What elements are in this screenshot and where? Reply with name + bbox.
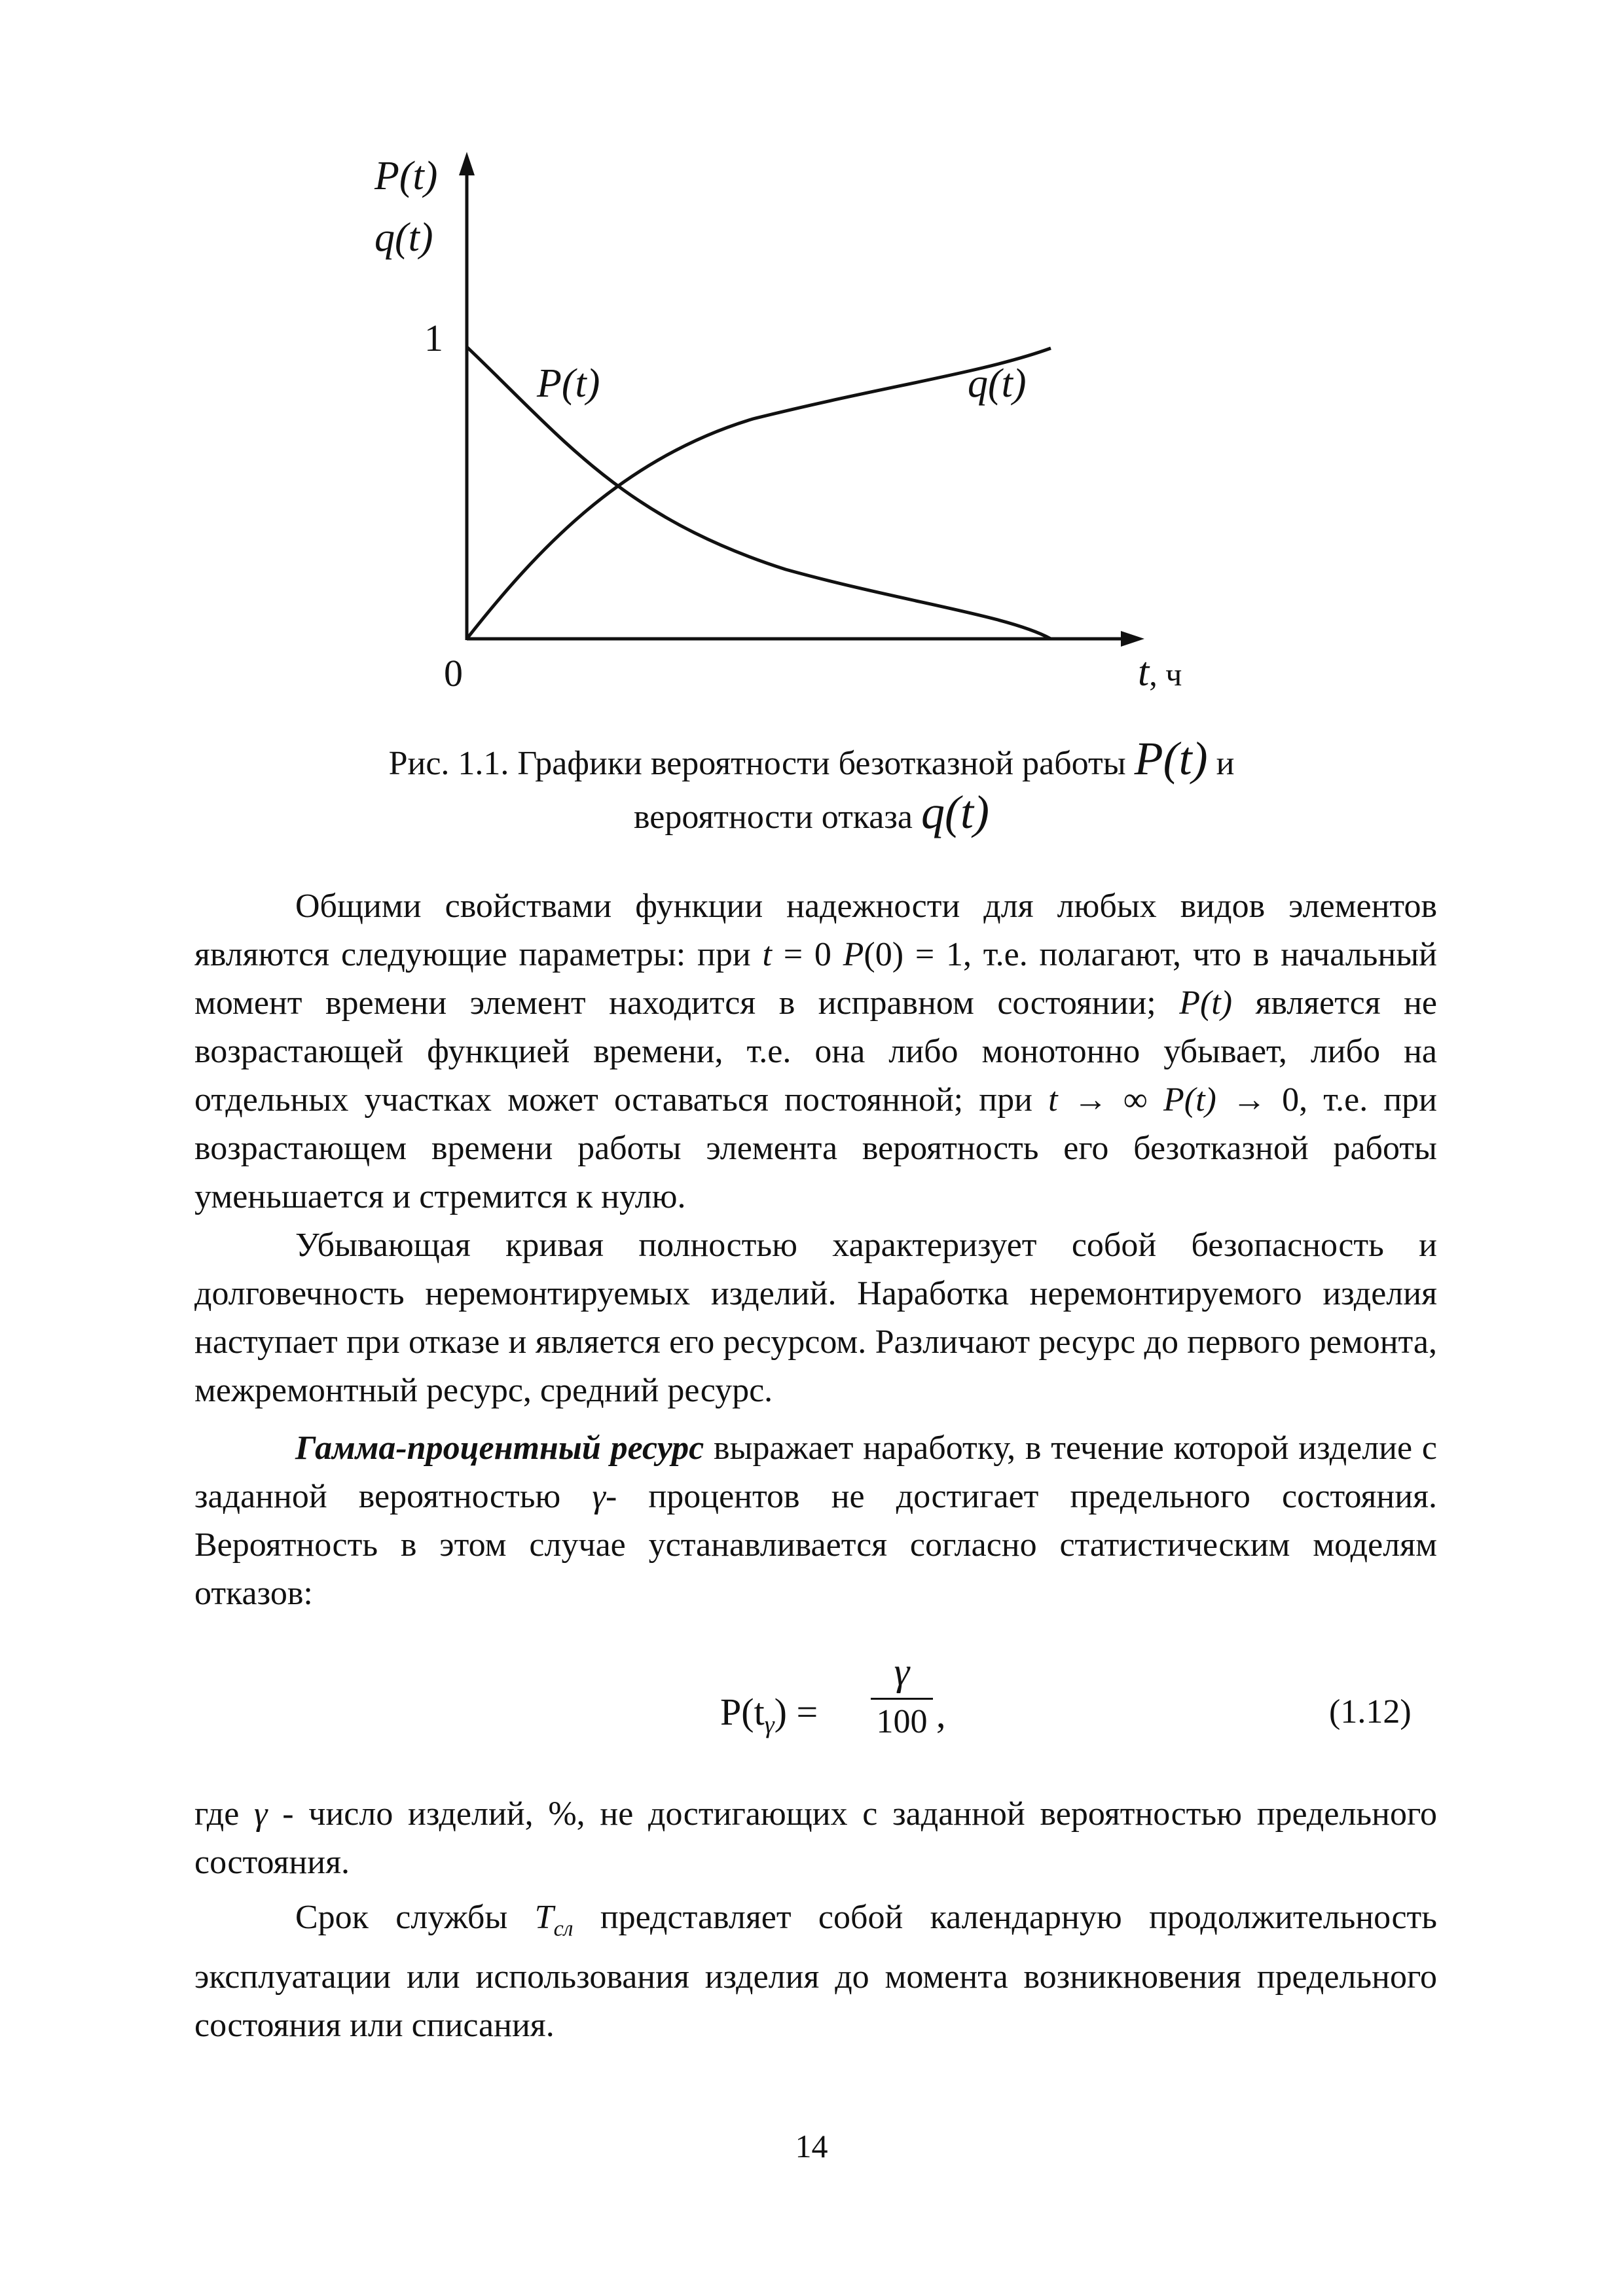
figure-caption-line2 bbox=[0, 785, 1623, 840]
origin-label: 0 bbox=[444, 652, 463, 694]
series-label-p: P(t) bbox=[537, 361, 600, 406]
formula-1-12 bbox=[0, 1649, 1623, 1761]
p4-gamma: γ bbox=[254, 1795, 268, 1833]
x-axis-var: t bbox=[1138, 650, 1150, 694]
x-axis-label bbox=[1138, 652, 1182, 692]
x-axis-arrow bbox=[1121, 631, 1144, 647]
term-gamma-resource: Гамма-процентный ресурс bbox=[295, 1429, 704, 1467]
caption-line2-text: вероятности отказа bbox=[634, 798, 921, 836]
p3-b: - процентов не достигает предельного состояния. Вероятность в этом случае устанавливается согласно статистическим моделям отказов: bbox=[194, 1478, 1437, 1612]
p4-b: - число изделий, %, не достигающих с заданной вероятностью предельного состояния. bbox=[194, 1795, 1437, 1881]
y-axis-label-p: P(t) bbox=[374, 154, 438, 198]
p1-math-pt-zero: P(t) bbox=[1163, 1081, 1216, 1119]
paragraph-gamma-definition bbox=[194, 1790, 1437, 1887]
p1-math-pt: P(t) bbox=[1179, 984, 1233, 1022]
formula-fraction bbox=[871, 1649, 933, 1741]
p1-a: Общими свойствами функции надежности для любых видов элементов являются следующие параметры: при bbox=[194, 888, 1437, 973]
p3-a: выражает наработку, в течение которой изделие с заданной вероятностью bbox=[194, 1429, 1437, 1515]
formula-denominator: 100 bbox=[876, 1703, 928, 1740]
page-number: 14 bbox=[795, 2128, 828, 2164]
p4-a: где bbox=[194, 1795, 255, 1833]
p1-math-t-inf: t bbox=[1048, 1081, 1058, 1119]
caption-p-symbol: P(t) bbox=[1134, 732, 1208, 785]
p5-b: представляет собой календарную продолжительность эксплуатации или использования изделия до момента возникновения предельного состояния или списания. bbox=[194, 1899, 1437, 2045]
formula-lhs-main: P(t bbox=[720, 1691, 765, 1733]
paragraph-gamma-resource bbox=[194, 1424, 1437, 1618]
paragraph-service-life bbox=[194, 1893, 1437, 2050]
formula-comma: , bbox=[936, 1693, 946, 1736]
p1-c: (0) = 1, т.е. полагают, что в начальный момент времени элемент находится в исправном состоянии; bbox=[194, 936, 1437, 1022]
p1-math-p0: P bbox=[843, 936, 864, 973]
y-axis-arrow bbox=[459, 152, 475, 175]
x-axis-unit: , ч bbox=[1149, 656, 1182, 692]
y-tick-label-1: 1 bbox=[424, 317, 443, 359]
formula-lhs-end: ) = bbox=[774, 1691, 818, 1733]
p5-a: Срок службы bbox=[295, 1899, 535, 1936]
chart-svg bbox=[0, 0, 1623, 707]
fraction-bar bbox=[871, 1698, 933, 1700]
p5-t-subscript: сл bbox=[553, 1916, 574, 1941]
figure-1-1 bbox=[0, 0, 1623, 707]
caption-prefix: Рис. 1.1. Графики вероятности безотказной работы bbox=[388, 745, 1135, 782]
figure-caption bbox=[0, 732, 1623, 786]
p1-b: = 0 bbox=[771, 936, 843, 973]
paragraph-properties bbox=[194, 882, 1437, 1221]
caption-and: и bbox=[1207, 745, 1235, 782]
caption-q-symbol: q(t) bbox=[921, 786, 989, 838]
p3-gamma: γ bbox=[592, 1478, 606, 1515]
body-text-bottom bbox=[194, 1790, 1437, 2050]
p1-math-t: t bbox=[762, 936, 772, 973]
formula-numerator: γ bbox=[894, 1650, 910, 1693]
formula-lhs bbox=[720, 1690, 818, 1740]
p1-f: → 0, т.е. при возрастающем времени работы элемента вероятность его безотказной работы уменьшается и стремится к нулю. bbox=[194, 1081, 1438, 1215]
y-axis-label-q: q(t) bbox=[374, 215, 433, 260]
formula-lhs-sub: γ bbox=[764, 1711, 775, 1739]
p1-e: → ∞ bbox=[1057, 1081, 1164, 1119]
paragraph-decreasing-curve: Убывающая кривая полностью характеризует собой безопасность и долговечность неремонтируемых изделий. Наработка неремонтируемого изделия наступает при отказе и является его ресурсом. Различают ресурс до первого ремонта, межремонтный ресурс, средний ресурс. bbox=[194, 1227, 1437, 1409]
p1-d: является не возрастающей функцией времени, т.е. она либо монотонно убывает, либо на отдельных участках может оставаться постоянной; при bbox=[194, 984, 1438, 1119]
formula-number: (1.12) bbox=[1329, 1693, 1412, 1731]
p5-t-symbol: T bbox=[534, 1899, 554, 1936]
series-label-q: q(t) bbox=[968, 361, 1027, 406]
body-text-top bbox=[194, 882, 1437, 1618]
